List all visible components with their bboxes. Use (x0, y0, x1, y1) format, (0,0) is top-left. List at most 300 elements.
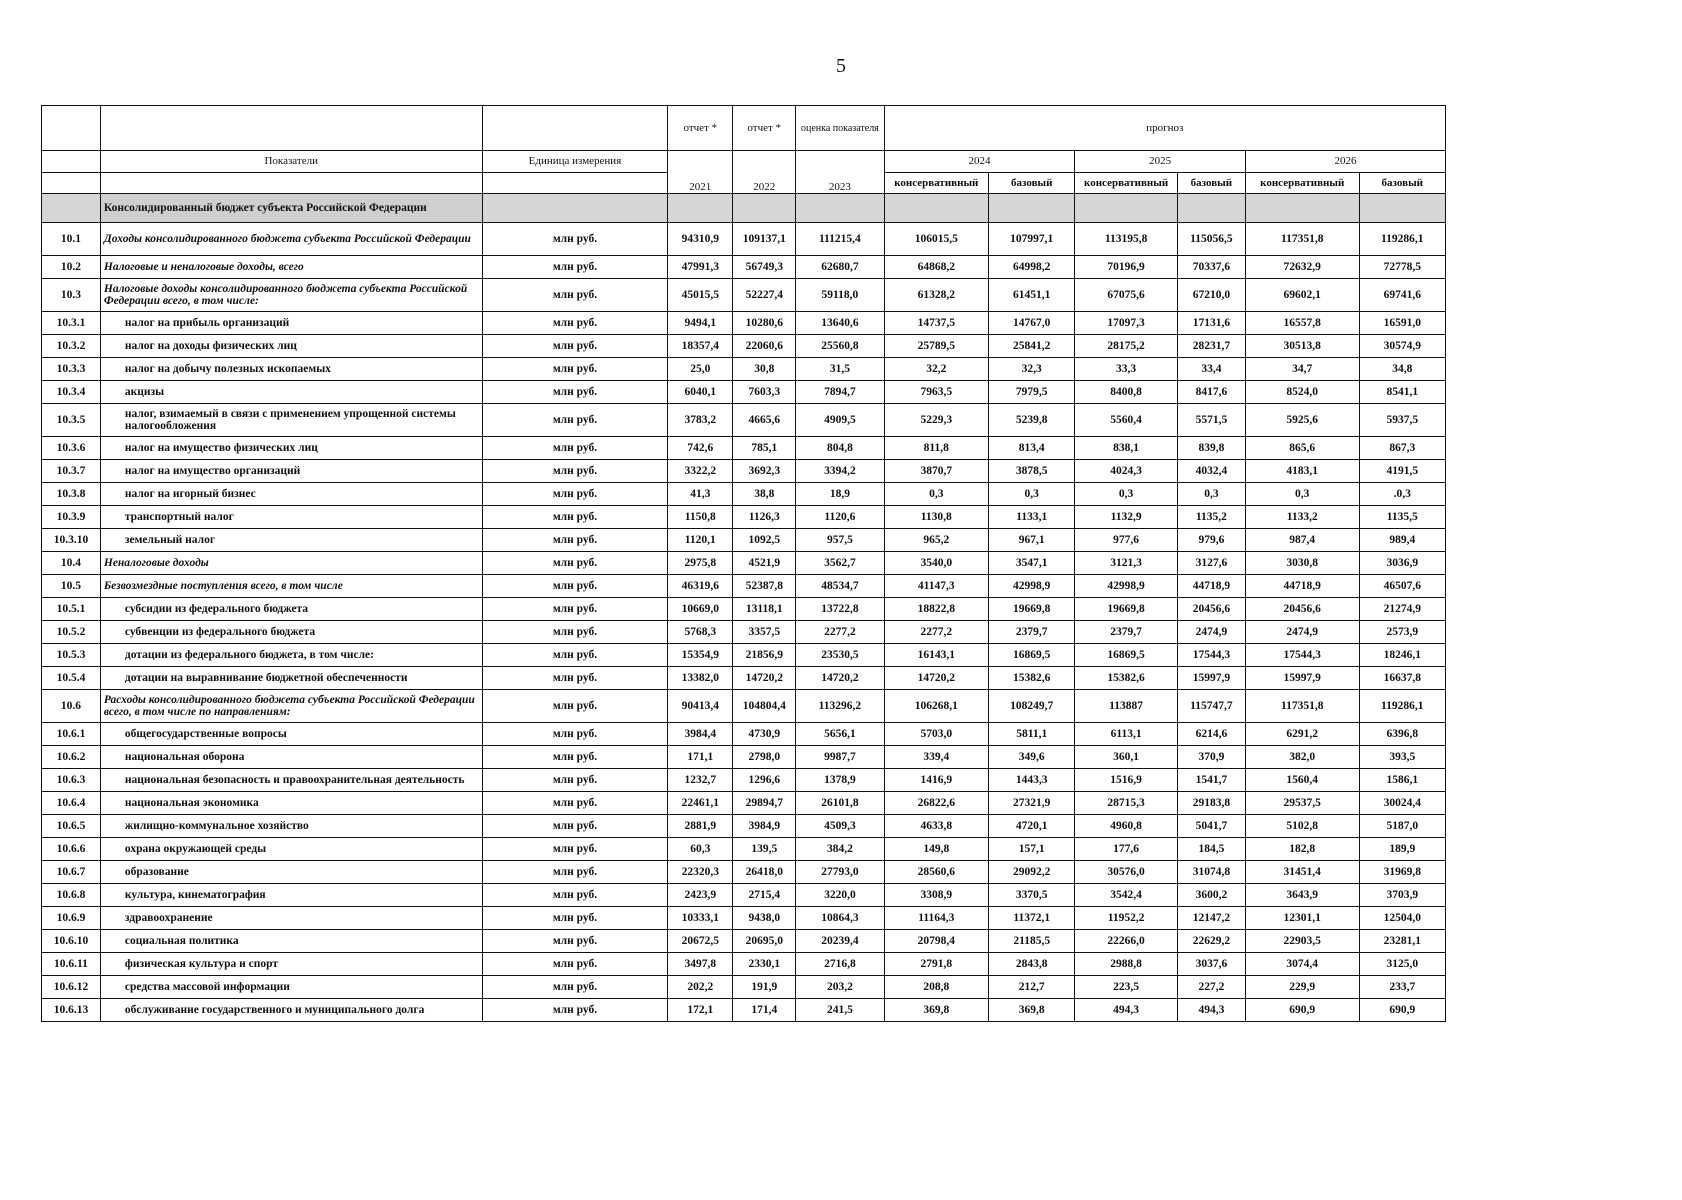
row-value: 3394,2 (796, 460, 884, 483)
row-value: 5187,0 (1359, 815, 1445, 838)
row-value: 5937,5 (1359, 404, 1445, 437)
table-row (42, 529, 1446, 552)
row-value: 25789,5 (884, 335, 989, 358)
row-code: 10.3.5 (42, 404, 101, 437)
row-value: 14720,2 (796, 667, 884, 690)
row-value: 20239,4 (796, 930, 884, 953)
table-row (42, 223, 1446, 256)
row-value: 5102,8 (1245, 815, 1359, 838)
row-name: налог на доходы физических лиц (100, 335, 482, 358)
row-value: 690,9 (1359, 999, 1445, 1022)
row-value: 117351,8 (1245, 223, 1359, 256)
header-unit: Единица измерения (482, 151, 668, 173)
row-value: 867,3 (1359, 437, 1445, 460)
row-value: 2330,1 (733, 953, 796, 976)
header-year-2026: 2026 (1245, 151, 1445, 173)
header-indicators: Показатели (100, 151, 482, 173)
row-value: 384,2 (796, 838, 884, 861)
row-value: 5041,7 (1177, 815, 1245, 838)
row-unit: млн руб. (482, 746, 668, 769)
row-name: национальная экономика (100, 792, 482, 815)
row-value: 2379,7 (989, 621, 1075, 644)
row-unit: млн руб. (482, 460, 668, 483)
section-cell (733, 194, 796, 223)
row-value: 28715,3 (1075, 792, 1178, 815)
row-value: 7979,5 (989, 381, 1075, 404)
row-value: 3984,4 (668, 723, 733, 746)
row-value: 4633,8 (884, 815, 989, 838)
row-value: 10669,0 (668, 598, 733, 621)
header-blank (42, 172, 101, 194)
row-code: 10.3 (42, 279, 101, 312)
row-unit: млн руб. (482, 930, 668, 953)
row-code: 10.5.3 (42, 644, 101, 667)
row-value: 3643,9 (1245, 884, 1359, 907)
row-value: 23530,5 (796, 644, 884, 667)
section-code (42, 194, 101, 223)
row-value: 690,9 (1245, 999, 1359, 1022)
row-value: 107997,1 (989, 223, 1075, 256)
row-value: 813,4 (989, 437, 1075, 460)
row-unit: млн руб. (482, 312, 668, 335)
row-value: 15382,6 (989, 667, 1075, 690)
row-name: средства массовой информации (100, 976, 482, 999)
row-value: 202,2 (668, 976, 733, 999)
row-value: 5560,4 (1075, 404, 1178, 437)
row-value: 11164,3 (884, 907, 989, 930)
row-value: 16869,5 (1075, 644, 1178, 667)
row-value: 15997,9 (1177, 667, 1245, 690)
row-value: 1416,9 (884, 769, 989, 792)
table-row (42, 279, 1446, 312)
row-value: 72632,9 (1245, 256, 1359, 279)
row-value: 3308,9 (884, 884, 989, 907)
row-value: 27321,9 (989, 792, 1075, 815)
row-value: 7603,3 (733, 381, 796, 404)
row-value: 15997,9 (1245, 667, 1359, 690)
row-value: 14720,2 (884, 667, 989, 690)
row-value: 22903,5 (1245, 930, 1359, 953)
row-value: 20672,5 (668, 930, 733, 953)
row-value: 8541,1 (1359, 381, 1445, 404)
row-value: 28175,2 (1075, 335, 1178, 358)
row-value: 0,3 (1177, 483, 1245, 506)
row-code: 10.6.11 (42, 953, 101, 976)
row-unit: млн руб. (482, 279, 668, 312)
header-estimate: оценка показателя (796, 106, 884, 151)
row-value: 2474,9 (1177, 621, 1245, 644)
header-blank (42, 151, 101, 173)
row-value: 369,8 (989, 999, 1075, 1022)
table-row (42, 690, 1446, 723)
row-name: дотации из федерального бюджета, в том числе: (100, 644, 482, 667)
table-row (42, 460, 1446, 483)
row-value: 5925,6 (1245, 404, 1359, 437)
header-report-1: отчет * (668, 106, 733, 151)
row-value: 5229,3 (884, 404, 989, 437)
row-value: 3322,2 (668, 460, 733, 483)
row-value: 742,6 (668, 437, 733, 460)
row-code: 10.3.6 (42, 437, 101, 460)
row-value: 32,3 (989, 358, 1075, 381)
row-value: 804,8 (796, 437, 884, 460)
row-value: 18357,4 (668, 335, 733, 358)
row-value: 177,6 (1075, 838, 1178, 861)
row-value: 22320,3 (668, 861, 733, 884)
section-cell (1177, 194, 1245, 223)
row-value: 0,3 (884, 483, 989, 506)
row-code: 10.6.4 (42, 792, 101, 815)
row-value: 109137,1 (733, 223, 796, 256)
row-value: 19669,8 (989, 598, 1075, 621)
row-value: 62680,7 (796, 256, 884, 279)
header-base: базовый (1177, 172, 1245, 194)
row-value: 2277,2 (884, 621, 989, 644)
row-value: 1150,8 (668, 506, 733, 529)
row-value: 12147,2 (1177, 907, 1245, 930)
row-value: 106015,5 (884, 223, 989, 256)
row-value: 20798,4 (884, 930, 989, 953)
row-unit: млн руб. (482, 838, 668, 861)
row-value: 3562,7 (796, 552, 884, 575)
row-value: 979,6 (1177, 529, 1245, 552)
row-value: 18822,8 (884, 598, 989, 621)
row-value: 189,9 (1359, 838, 1445, 861)
row-name: здравоохранение (100, 907, 482, 930)
row-value: 19669,8 (1075, 598, 1178, 621)
header-conservative: консервативный (884, 172, 989, 194)
row-name: налог, взимаемый в связи с применением упрощенной системы налогообложения (100, 404, 482, 437)
row-value: 16637,8 (1359, 667, 1445, 690)
row-value: 9438,0 (733, 907, 796, 930)
row-unit: млн руб. (482, 552, 668, 575)
table-row (42, 552, 1446, 575)
row-value: 2715,4 (733, 884, 796, 907)
row-code: 10.6.12 (42, 976, 101, 999)
row-unit: млн руб. (482, 815, 668, 838)
row-value: 61451,1 (989, 279, 1075, 312)
page-number: 5 (836, 55, 846, 77)
row-name: налог на имущество физических лиц (100, 437, 482, 460)
row-value: 5768,3 (668, 621, 733, 644)
table-row (42, 575, 1446, 598)
row-value: 1133,1 (989, 506, 1075, 529)
row-value: .0,3 (1359, 483, 1445, 506)
row-value: 191,9 (733, 976, 796, 999)
table-row (42, 930, 1446, 953)
row-value: 965,2 (884, 529, 989, 552)
row-value: 41,3 (668, 483, 733, 506)
row-value: 61328,2 (884, 279, 989, 312)
row-value: 20456,6 (1177, 598, 1245, 621)
row-value: 22461,1 (668, 792, 733, 815)
row-value: 115056,5 (1177, 223, 1245, 256)
row-unit: млн руб. (482, 483, 668, 506)
table-row (42, 769, 1446, 792)
row-value: 393,5 (1359, 746, 1445, 769)
row-value: 17544,3 (1245, 644, 1359, 667)
row-unit: млн руб. (482, 598, 668, 621)
section-cell (1359, 194, 1445, 223)
row-value: 3127,6 (1177, 552, 1245, 575)
row-name: жилищно-коммунальное хозяйство (100, 815, 482, 838)
row-name: налог на игорный бизнес (100, 483, 482, 506)
row-value: 46319,6 (668, 575, 733, 598)
header-conservative: консервативный (1245, 172, 1359, 194)
row-value: 1135,5 (1359, 506, 1445, 529)
row-value: 29092,2 (989, 861, 1075, 884)
row-value: 70196,9 (1075, 256, 1178, 279)
row-value: 3030,8 (1245, 552, 1359, 575)
row-value: 15354,9 (668, 644, 733, 667)
header-blank (482, 172, 668, 194)
row-value: 64868,2 (884, 256, 989, 279)
row-value: 6040,1 (668, 381, 733, 404)
row-value: 9494,1 (668, 312, 733, 335)
row-value: 14737,5 (884, 312, 989, 335)
row-value: 494,3 (1177, 999, 1245, 1022)
row-value: 1586,1 (1359, 769, 1445, 792)
row-value: 1516,9 (1075, 769, 1178, 792)
row-value: 5703,0 (884, 723, 989, 746)
row-value: 6291,2 (1245, 723, 1359, 746)
row-name: обслуживание государственного и муниципального долга (100, 999, 482, 1022)
row-value: 30513,8 (1245, 335, 1359, 358)
row-code: 10.3.9 (42, 506, 101, 529)
row-value: 229,9 (1245, 976, 1359, 999)
row-value: 44718,9 (1177, 575, 1245, 598)
row-value: 104804,4 (733, 690, 796, 723)
row-unit: млн руб. (482, 358, 668, 381)
table-row (42, 838, 1446, 861)
row-value: 3600,2 (1177, 884, 1245, 907)
table-row (42, 746, 1446, 769)
row-value: 157,1 (989, 838, 1075, 861)
row-unit: млн руб. (482, 437, 668, 460)
row-value: 26101,8 (796, 792, 884, 815)
row-value: 1232,7 (668, 769, 733, 792)
row-value: 1092,5 (733, 529, 796, 552)
header-year-2025: 2025 (1075, 151, 1246, 173)
row-value: 2716,8 (796, 953, 884, 976)
row-code: 10.6.5 (42, 815, 101, 838)
row-value: 10864,3 (796, 907, 884, 930)
row-code: 10.6.9 (42, 907, 101, 930)
row-value: 3121,3 (1075, 552, 1178, 575)
table-row (42, 335, 1446, 358)
row-value: 26418,0 (733, 861, 796, 884)
row-value: 977,6 (1075, 529, 1178, 552)
row-value: 233,7 (1359, 976, 1445, 999)
row-value: 13722,8 (796, 598, 884, 621)
row-value: 967,1 (989, 529, 1075, 552)
row-value: 2379,7 (1075, 621, 1178, 644)
row-name: налог на имущество организаций (100, 460, 482, 483)
row-code: 10.6.2 (42, 746, 101, 769)
row-value: 67075,6 (1075, 279, 1178, 312)
row-value: 29537,5 (1245, 792, 1359, 815)
row-value: 18246,1 (1359, 644, 1445, 667)
row-value: 22629,2 (1177, 930, 1245, 953)
row-value: 171,4 (733, 999, 796, 1022)
row-value: 1443,3 (989, 769, 1075, 792)
row-value: 12504,0 (1359, 907, 1445, 930)
row-code: 10.5 (42, 575, 101, 598)
row-value: 21856,9 (733, 644, 796, 667)
row-value: 22060,6 (733, 335, 796, 358)
row-value: 0,3 (1075, 483, 1178, 506)
row-unit: млн руб. (482, 792, 668, 815)
row-name: налог на прибыль организаций (100, 312, 482, 335)
row-value: 9987,7 (796, 746, 884, 769)
row-value: 28560,6 (884, 861, 989, 884)
table-row (42, 999, 1446, 1022)
row-value: 29183,8 (1177, 792, 1245, 815)
row-value: 1541,7 (1177, 769, 1245, 792)
row-value: 21185,5 (989, 930, 1075, 953)
row-name: налог на добычу полезных ископаемых (100, 358, 482, 381)
header-base: базовый (1359, 172, 1445, 194)
row-value: 30,8 (733, 358, 796, 381)
row-value: 14720,2 (733, 667, 796, 690)
table-row (42, 404, 1446, 437)
row-code: 10.1 (42, 223, 101, 256)
row-value: 4509,3 (796, 815, 884, 838)
row-value: 45015,5 (668, 279, 733, 312)
table-row (42, 598, 1446, 621)
row-name: Расходы консолидированного бюджета субъекта Российской Федерации всего, в том числе по направлениям: (100, 690, 482, 723)
row-value: 241,5 (796, 999, 884, 1022)
header-year-2022: 2022 (733, 151, 796, 194)
row-value: 13640,6 (796, 312, 884, 335)
row-code: 10.3.10 (42, 529, 101, 552)
row-code: 10.3.8 (42, 483, 101, 506)
row-value: 3542,4 (1075, 884, 1178, 907)
row-code: 10.3.7 (42, 460, 101, 483)
row-code: 10.3.3 (42, 358, 101, 381)
row-value: 957,5 (796, 529, 884, 552)
row-value: 48534,7 (796, 575, 884, 598)
row-value: 16869,5 (989, 644, 1075, 667)
row-code: 10.6 (42, 690, 101, 723)
row-value: 0,3 (989, 483, 1075, 506)
section-cell (1075, 194, 1178, 223)
row-value: 3037,6 (1177, 953, 1245, 976)
row-value: 5239,8 (989, 404, 1075, 437)
row-value: 34,7 (1245, 358, 1359, 381)
row-value: 2277,2 (796, 621, 884, 644)
row-value: 10333,1 (668, 907, 733, 930)
row-code: 10.6.1 (42, 723, 101, 746)
row-value: 1132,9 (1075, 506, 1178, 529)
row-value: 7894,7 (796, 381, 884, 404)
row-code: 10.6.10 (42, 930, 101, 953)
row-value: 32,2 (884, 358, 989, 381)
row-unit: млн руб. (482, 404, 668, 437)
row-value: 11952,2 (1075, 907, 1178, 930)
row-value: 865,6 (1245, 437, 1359, 460)
row-value: 4024,3 (1075, 460, 1178, 483)
row-value: 3370,5 (989, 884, 1075, 907)
row-value: 494,3 (1075, 999, 1178, 1022)
row-unit: млн руб. (482, 644, 668, 667)
row-value: 5811,1 (989, 723, 1075, 746)
row-value: 8417,6 (1177, 381, 1245, 404)
row-value: 839,8 (1177, 437, 1245, 460)
row-value: 72778,5 (1359, 256, 1445, 279)
header-forecast: прогноз (884, 106, 1445, 151)
row-code: 10.6.8 (42, 884, 101, 907)
row-unit: млн руб. (482, 506, 668, 529)
row-value: 13118,1 (733, 598, 796, 621)
row-value: 223,5 (1075, 976, 1178, 999)
row-value: 17544,3 (1177, 644, 1245, 667)
row-value: 8400,8 (1075, 381, 1178, 404)
table-row (42, 506, 1446, 529)
row-value: 1120,6 (796, 506, 884, 529)
row-value: 14767,0 (989, 312, 1075, 335)
row-value: 5656,1 (796, 723, 884, 746)
row-value: 6396,8 (1359, 723, 1445, 746)
row-value: 227,2 (1177, 976, 1245, 999)
row-name: общегосударственные вопросы (100, 723, 482, 746)
row-value: 349,6 (989, 746, 1075, 769)
row-value: 838,1 (1075, 437, 1178, 460)
row-name: национальная оборона (100, 746, 482, 769)
row-value: 4183,1 (1245, 460, 1359, 483)
table-row (42, 907, 1446, 930)
row-unit: млн руб. (482, 723, 668, 746)
row-code: 10.5.2 (42, 621, 101, 644)
row-value: 33,3 (1075, 358, 1178, 381)
row-name: дотации на выравнивание бюджетной обеспеченности (100, 667, 482, 690)
table-row (42, 723, 1446, 746)
header-blank (100, 172, 482, 194)
row-value: 3497,8 (668, 953, 733, 976)
row-unit: млн руб. (482, 769, 668, 792)
header-year-2024: 2024 (884, 151, 1075, 173)
row-value: 811,8 (884, 437, 989, 460)
table-row (42, 621, 1446, 644)
row-value: 4521,9 (733, 552, 796, 575)
row-value: 70337,6 (1177, 256, 1245, 279)
row-value: 6214,6 (1177, 723, 1245, 746)
row-value: 4191,5 (1359, 460, 1445, 483)
row-value: 4665,6 (733, 404, 796, 437)
table-row (42, 884, 1446, 907)
header-blank (100, 106, 482, 151)
row-value: 31074,8 (1177, 861, 1245, 884)
row-value: 4032,4 (1177, 460, 1245, 483)
row-name: образование (100, 861, 482, 884)
row-name: физическая культура и спорт (100, 953, 482, 976)
row-value: 69741,6 (1359, 279, 1445, 312)
row-value: 113296,2 (796, 690, 884, 723)
row-value: 22266,0 (1075, 930, 1178, 953)
row-value: 56749,3 (733, 256, 796, 279)
row-value: 119286,1 (1359, 223, 1445, 256)
row-code: 10.4 (42, 552, 101, 575)
row-value: 2881,9 (668, 815, 733, 838)
row-value: 20695,0 (733, 930, 796, 953)
row-unit: млн руб. (482, 861, 668, 884)
row-value: 67210,0 (1177, 279, 1245, 312)
row-value: 38,8 (733, 483, 796, 506)
row-unit: млн руб. (482, 907, 668, 930)
row-value: 2988,8 (1075, 953, 1178, 976)
row-name: Налоговые и неналоговые доходы, всего (100, 256, 482, 279)
row-value: 2423,9 (668, 884, 733, 907)
